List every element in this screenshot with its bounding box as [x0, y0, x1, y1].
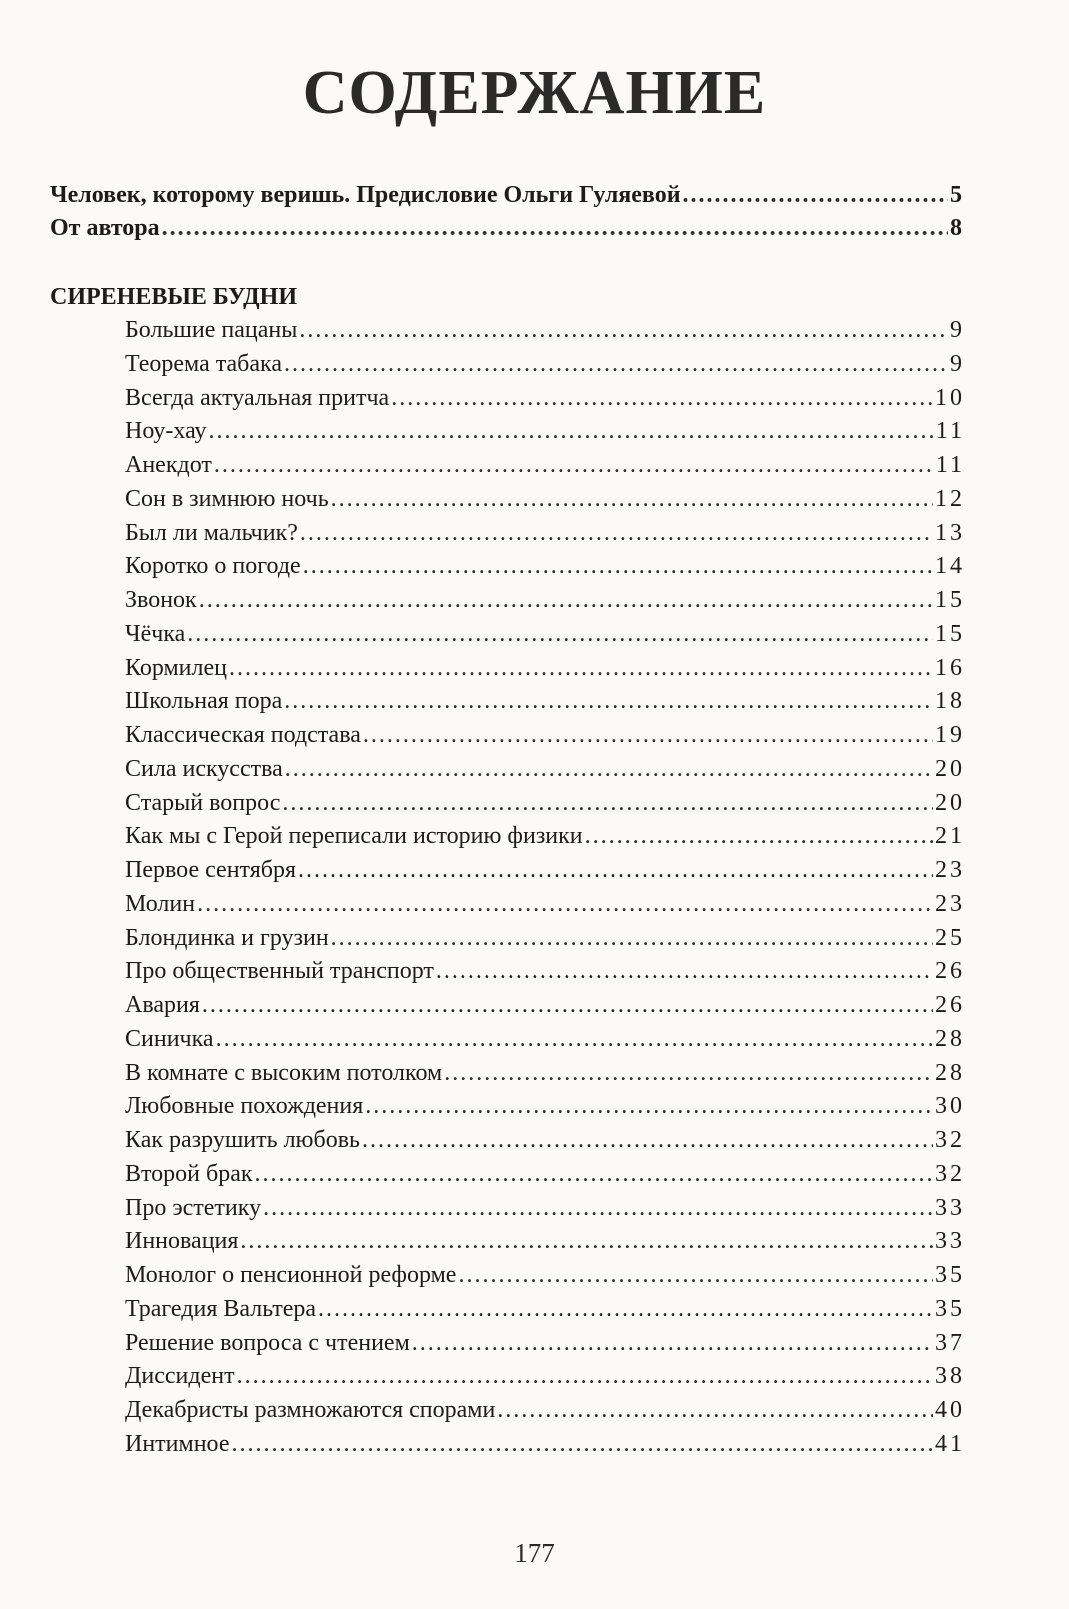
- toc-entry-title: Анекдот: [125, 452, 212, 478]
- toc-entry-page: 35: [935, 1262, 965, 1288]
- toc-entry-title: Любовные похождения: [125, 1093, 364, 1120]
- toc-entry-title: Старый вопрос: [125, 789, 281, 816]
- dot-leader: [436, 956, 933, 986]
- toc-entry-page: 20: [935, 789, 965, 816]
- toc-entry-page: 23: [935, 890, 965, 917]
- toc-entry-title: В комнате с высоким потолком: [125, 1059, 443, 1086]
- dot-leader: [585, 821, 933, 851]
- toc-entry-title: Про эстетику: [125, 1194, 262, 1221]
- toc-entry[interactable]: [125, 1294, 965, 1324]
- dot-leader: [187, 619, 933, 649]
- toc-entry-title: Ноу-хау: [125, 418, 207, 445]
- toc-entry-title: Сон в зимнюю ночь: [125, 485, 329, 512]
- toc-entry[interactable]: [125, 1159, 965, 1189]
- toc-entry[interactable]: [125, 923, 965, 953]
- toc-entry[interactable]: [125, 1091, 965, 1121]
- toc-entry[interactable]: [125, 619, 965, 649]
- dot-leader: [299, 315, 948, 345]
- toc-entry-title: Всегда актуальная притча: [125, 384, 390, 411]
- dot-leader: [231, 1429, 933, 1459]
- dot-leader: [412, 1328, 933, 1358]
- dot-leader: [362, 1125, 933, 1155]
- dot-leader: [285, 754, 933, 784]
- toc-entry[interactable]: [125, 383, 965, 413]
- dot-leader: [263, 1193, 933, 1223]
- toc-entry-title: Сила искусства: [125, 755, 283, 782]
- toc-entry-title: Второй брак: [125, 1160, 253, 1187]
- toc-entry-title: Решение вопроса с чтением: [125, 1329, 410, 1356]
- toc-entry-page: 21: [935, 823, 965, 850]
- toc-entry[interactable]: [125, 1024, 965, 1054]
- dot-leader: [300, 518, 933, 548]
- toc-entry-page: 30: [935, 1093, 965, 1120]
- toc-entry[interactable]: [125, 416, 965, 446]
- toc-entry-title: Диссидент: [125, 1363, 235, 1390]
- toc-entry[interactable]: [125, 653, 965, 683]
- toc-entry-title: Первое сентября: [125, 857, 296, 883]
- toc-entry[interactable]: [125, 585, 965, 615]
- toc-entry-title: От автора: [50, 215, 160, 241]
- toc-entry-page: 16: [935, 654, 965, 681]
- toc-entry[interactable]: [125, 855, 965, 885]
- dot-leader: [216, 1024, 933, 1054]
- toc-entry[interactable]: [125, 1395, 965, 1425]
- toc-entry-title: Молин: [125, 890, 196, 917]
- toc-entry-page: 8: [950, 215, 965, 241]
- toc-entry[interactable]: [125, 956, 965, 986]
- toc-entry-page: 14: [935, 553, 965, 580]
- dot-leader: [284, 686, 933, 716]
- toc-entry-title: Инновация: [125, 1228, 239, 1255]
- toc-entry[interactable]: [125, 889, 965, 919]
- toc-entry-title: Теорема табака: [125, 350, 282, 377]
- toc-entry[interactable]: [125, 349, 965, 379]
- toc-entry-title: Чёчка: [125, 620, 186, 647]
- toc-entry-title: Звонок: [125, 587, 197, 613]
- toc-entry[interactable]: [125, 720, 965, 750]
- toc-entry-title: Кормилец: [125, 654, 227, 681]
- toc-entry-title: Интимное: [125, 1430, 230, 1457]
- dot-leader: [282, 788, 933, 818]
- toc-entry-page: 41: [935, 1430, 965, 1457]
- dot-leader: [303, 551, 933, 581]
- toc-entry[interactable]: [125, 821, 965, 851]
- dot-leader: [683, 180, 948, 210]
- toc-entry-page: 33: [935, 1194, 965, 1221]
- toc-entry[interactable]: [125, 990, 965, 1020]
- dot-leader: [444, 1058, 933, 1088]
- toc-entry[interactable]: [125, 754, 965, 784]
- dot-leader: [284, 349, 948, 379]
- toc-entry-title: Про общественный транспорт: [125, 958, 434, 985]
- toc-entry-title: Большие пацаны: [125, 317, 298, 343]
- page-number: 177: [514, 1538, 555, 1568]
- dot-leader: [331, 923, 933, 953]
- section-heading: СИРЕНЕВЫЕ БУДНИ: [50, 284, 297, 310]
- toc-entry[interactable]: [125, 1058, 965, 1088]
- toc-entry-page: 40: [935, 1397, 965, 1423]
- toc-entry[interactable]: [125, 484, 965, 514]
- toc-entry-page: 25: [935, 924, 965, 951]
- toc-entry-title: Блондинка и грузин: [125, 924, 329, 951]
- toc-entry-page: 28: [935, 1025, 965, 1052]
- toc-entry-title: Классическая подстава: [125, 722, 361, 748]
- toc-entry-page: 37: [935, 1329, 965, 1356]
- toc-entry[interactable]: [125, 1193, 965, 1223]
- toc-entry-page: 13: [935, 519, 965, 546]
- toc-entry-page: 33: [935, 1228, 965, 1255]
- toc-entry-page: 38: [935, 1363, 965, 1390]
- dot-leader: [214, 450, 934, 480]
- dot-leader: [197, 889, 933, 919]
- toc-entry-page: 10: [935, 384, 965, 411]
- toc-entry-page: 12: [935, 485, 965, 512]
- toc-entry-title: Как разрушить любовь: [125, 1127, 360, 1153]
- dot-leader: [202, 990, 933, 1020]
- toc-entry-page: 20: [935, 755, 965, 782]
- dot-leader: [209, 416, 934, 446]
- dot-leader: [240, 1226, 933, 1256]
- dot-leader: [162, 213, 948, 243]
- toc-entry[interactable]: [125, 518, 965, 548]
- toc-entry-title: Был ли мальчик?: [125, 519, 298, 546]
- toc-entry[interactable]: [125, 1125, 965, 1155]
- dot-leader: [199, 585, 933, 615]
- toc-entry-title: Монолог о пенсионной реформе: [125, 1262, 457, 1288]
- toc-entry-front-matter[interactable]: [50, 180, 965, 210]
- toc-entry[interactable]: [125, 788, 965, 818]
- dot-leader: [255, 1159, 933, 1189]
- dot-leader: [229, 653, 933, 683]
- toc-entry-page: 9: [950, 317, 965, 343]
- toc-entry-page: 23: [935, 857, 965, 883]
- toc-entry-page: 11: [935, 418, 965, 445]
- toc-entry-page: 35: [935, 1295, 965, 1322]
- dot-leader: [391, 383, 933, 413]
- dot-leader: [458, 1260, 933, 1290]
- toc-entry[interactable]: [125, 315, 965, 345]
- toc-entry-page: 15: [935, 620, 965, 647]
- toc-entry-page: 11: [935, 452, 965, 478]
- dot-leader: [497, 1395, 933, 1425]
- dot-leader: [363, 720, 933, 750]
- dot-leader: [331, 484, 933, 514]
- toc-entry-title: Школьная пора: [125, 688, 283, 715]
- toc-entry-title: Как мы с Герой переписали историю физики: [125, 823, 583, 850]
- page-title: СОДЕРЖАНИЕ: [302, 59, 767, 127]
- toc-entry-title: Коротко о погоде: [125, 553, 301, 580]
- toc-entry[interactable]: [125, 686, 965, 716]
- toc-entry-page: 26: [935, 992, 965, 1018]
- toc-entry-page: 9: [950, 350, 965, 377]
- toc-entry-page: 19: [935, 722, 965, 748]
- toc-entry[interactable]: [125, 1260, 965, 1290]
- toc-entry[interactable]: [125, 551, 965, 581]
- toc-entry-title: Трагедия Вальтера: [125, 1295, 317, 1322]
- dot-leader: [365, 1091, 933, 1121]
- toc-entry-page: 5: [950, 182, 965, 208]
- toc-entry-page: 32: [935, 1127, 965, 1153]
- toc-entry-title: Декабристы размножаются спорами: [125, 1397, 496, 1423]
- toc-entry-page: 15: [935, 587, 965, 613]
- dot-leader: [298, 855, 933, 885]
- dot-leader: [318, 1294, 933, 1324]
- toc-entry-page: 28: [935, 1059, 965, 1086]
- toc-entry-title: Человек, которому веришь. Предисловие Ольги Гуляевой: [50, 182, 681, 208]
- toc-entry-page: 26: [935, 958, 965, 985]
- toc-entry[interactable]: [125, 450, 965, 480]
- toc-entry-title: Синичка: [125, 1025, 214, 1052]
- toc-entry[interactable]: [125, 1328, 965, 1358]
- toc-entry[interactable]: [125, 1361, 965, 1391]
- toc-entry-page: 18: [935, 688, 965, 715]
- toc-entry-title: Авария: [125, 992, 200, 1018]
- dot-leader: [237, 1361, 933, 1391]
- toc-entry-page: 32: [935, 1160, 965, 1187]
- toc-entry[interactable]: [125, 1429, 965, 1459]
- toc-entry-front-matter[interactable]: [50, 213, 965, 243]
- toc-entry[interactable]: [125, 1226, 965, 1256]
